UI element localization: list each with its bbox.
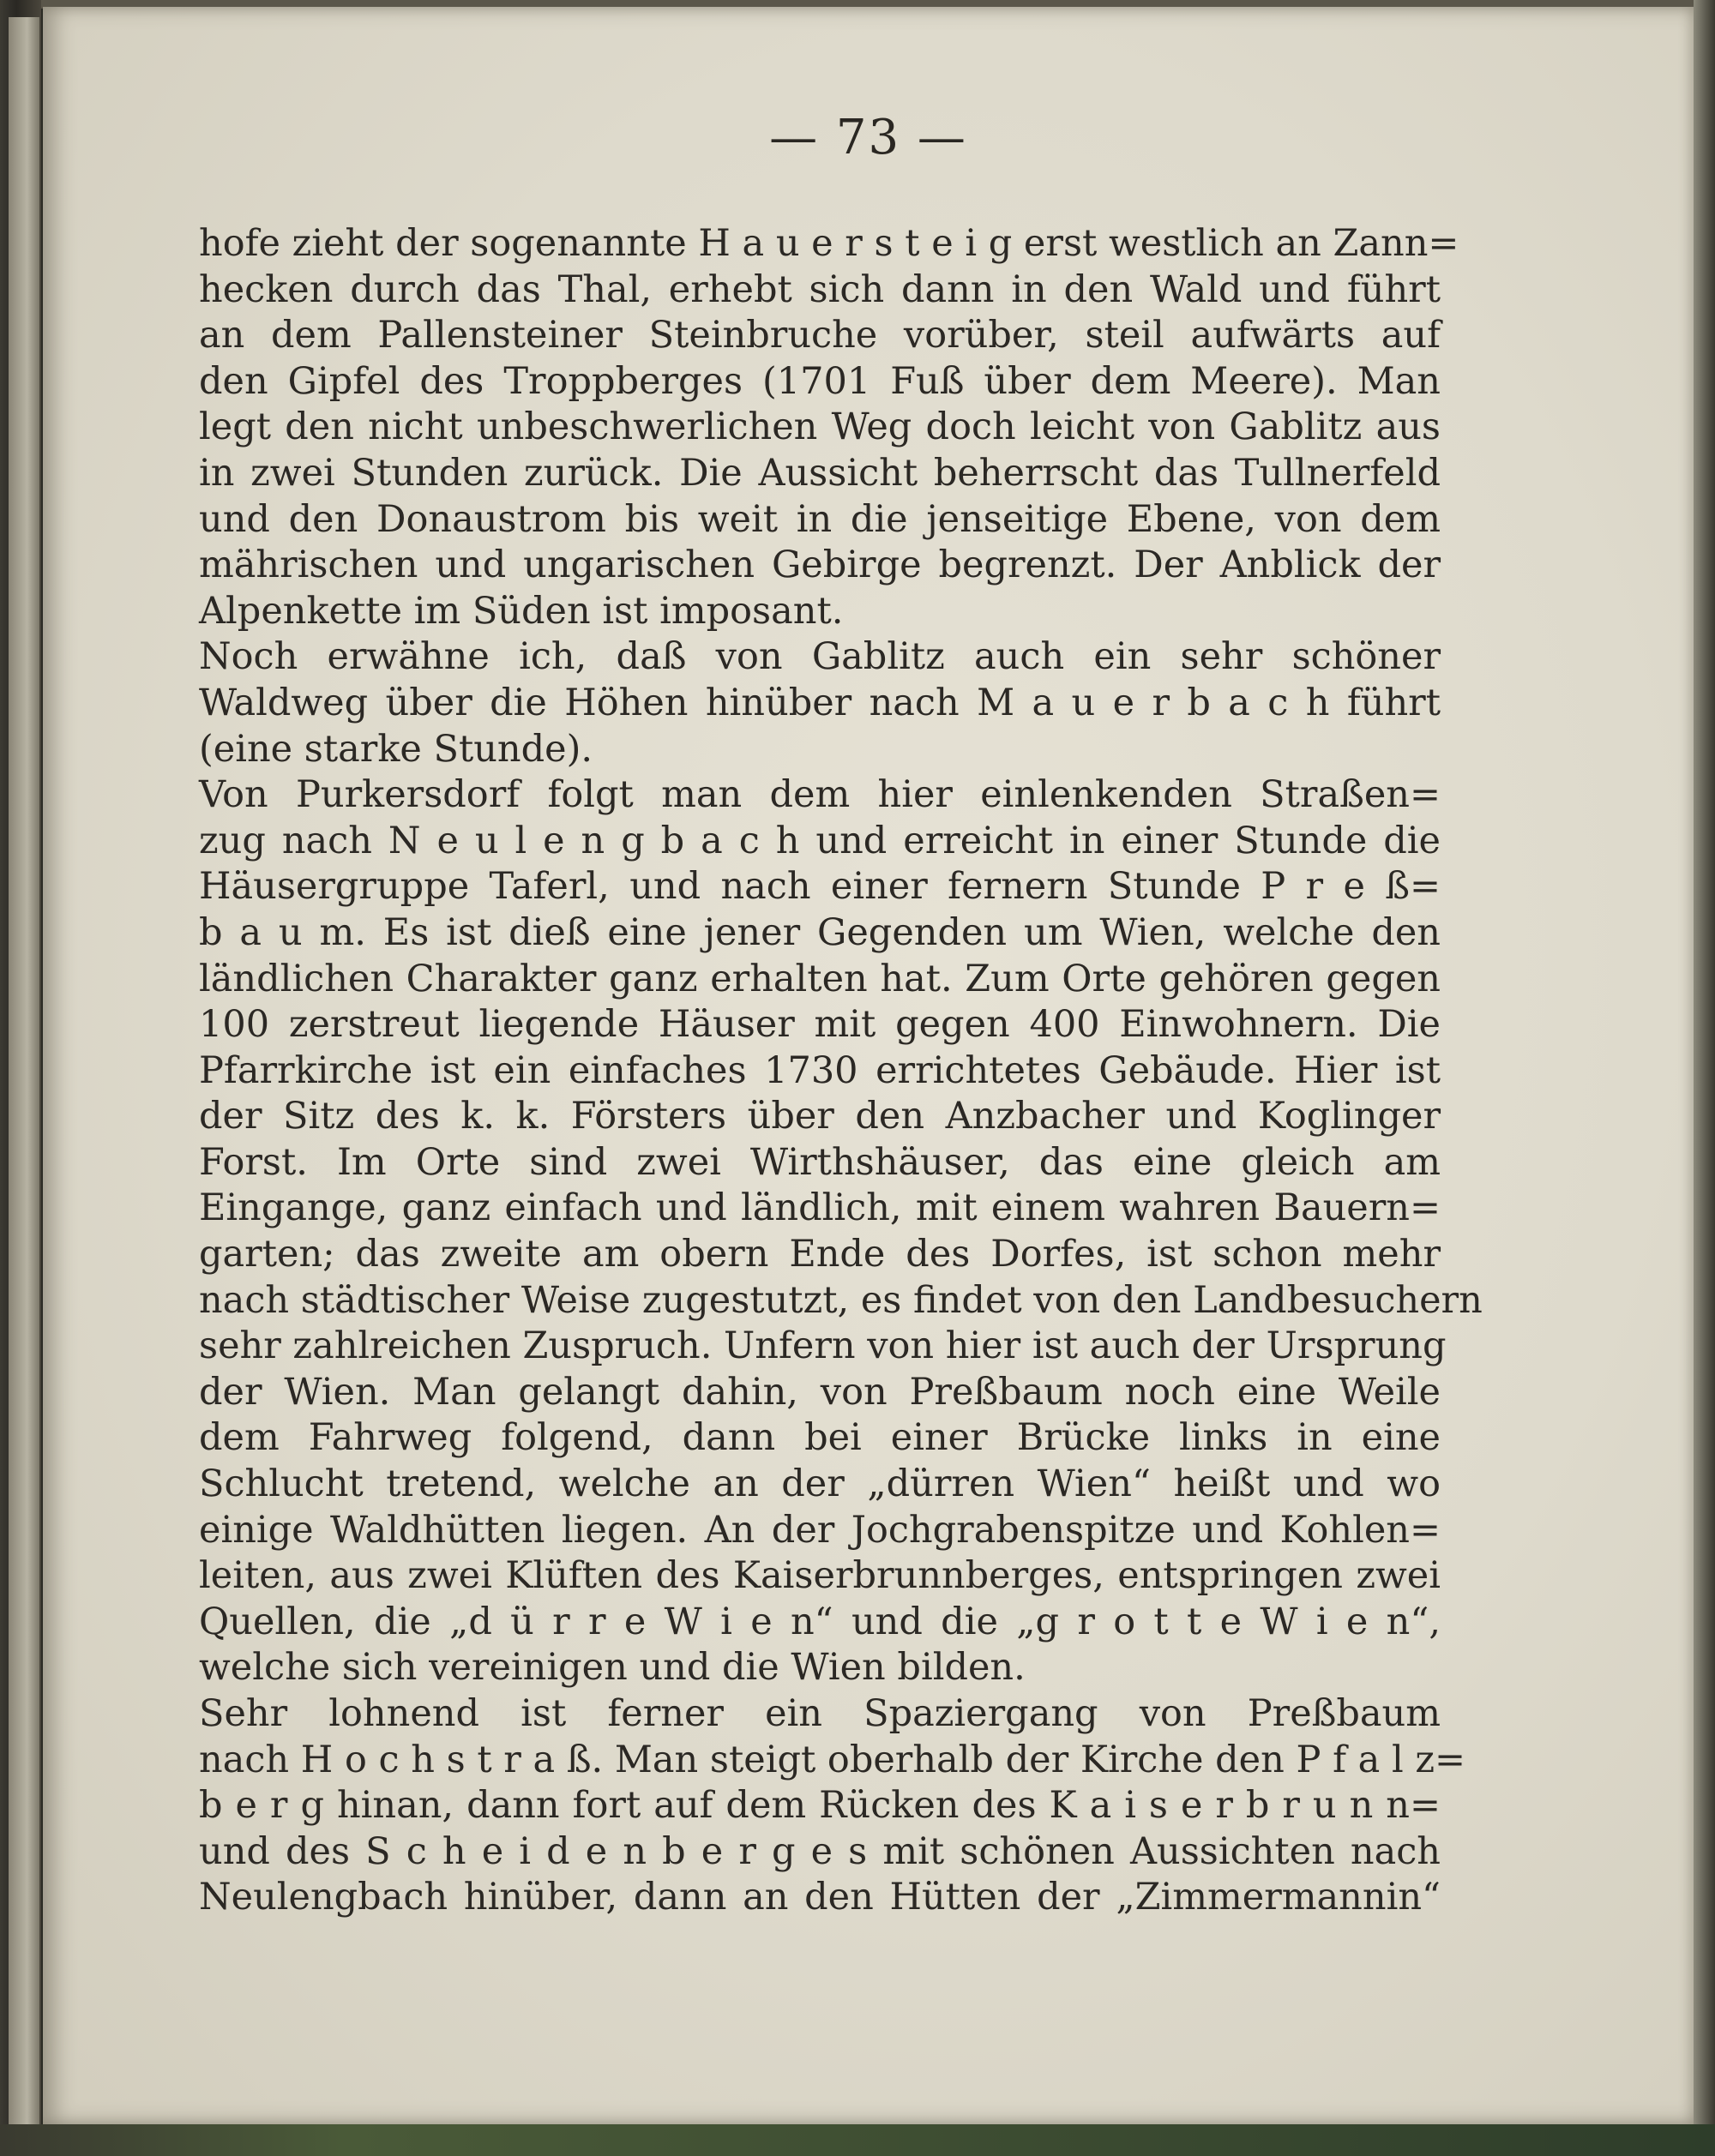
- text-line: (eine starke Stunde).: [199, 727, 593, 771]
- text-line: sehr zahlreichen Zuspruch. Unfern von hier ist auch der Ursprung: [199, 1324, 1447, 1368]
- text-line: Pfarrkirche ist ein einfaches 1730 errichtetes Gebäude. Hier ist: [199, 1048, 1441, 1092]
- page-number: — 73 —: [769, 110, 967, 165]
- text-line: garten; das zweite am obern Ende des Dorfes, ist schon mehr: [199, 1233, 1441, 1276]
- text-line: der Wien. Man gelangt dahin, von Preßbaum noch eine Weile: [199, 1370, 1441, 1414]
- text-line: Sehr lohnend ist ferner ein Spaziergang von Preßbaum: [199, 1692, 1441, 1735]
- text-line: einige Waldhütten liegen. An der Jochgrabenspitze und Kohlen=: [199, 1508, 1441, 1552]
- text-line: nach städtischer Weise zugestutzt, es findet von den Landbesuchern: [199, 1278, 1483, 1322]
- text-line: Alpenkette im Süden ist imposant.: [199, 589, 844, 633]
- text-line: Waldweg über die Höhen hinüber nach M a u e r b a c h führt: [199, 681, 1441, 724]
- text-line: Forst. Im Orte sind zwei Wirthshäuser, das eine gleich am: [199, 1140, 1441, 1184]
- text-line: ländlichen Charakter ganz erhalten hat. Zum Orte gehören gegen: [199, 957, 1441, 1000]
- text-line: in zwei Stunden zurück. Die Aussicht beherrscht das Tullnerfeld: [199, 451, 1441, 495]
- text-line: hofe zieht der sogenannte H a u e r s t e i g erst westlich an Zann=: [199, 222, 1459, 265]
- text-line: den Gipfel des Troppberges (1701 Fuß über dem Meere). Man: [199, 359, 1441, 403]
- text-line: Noch erwähne ich, daß von Gablitz auch ein sehr schöner: [199, 635, 1441, 679]
- previous-page-sliver: [9, 17, 39, 2135]
- text-line: Neulengbach hinüber, dann an den Hütten der „Zimmermannin“: [199, 1876, 1441, 1919]
- text-line: dem Fahrweg folgend, dann bei einer Brücke links in eine: [199, 1416, 1441, 1460]
- text-line: Quellen, die „d ü r r e W i e n“ und die „g r o t t e W i e n“,: [199, 1600, 1441, 1643]
- text-line: hecken durch das Thal, erhebt sich dann in den Wald und führt: [199, 267, 1441, 311]
- text-line: Schlucht tretend, welche an der „dürren Wien“ heißt und wo: [199, 1462, 1441, 1506]
- text-line: 100 zerstreut liegende Häuser mit gegen 400 Einwohnern. Die: [199, 1003, 1441, 1047]
- text-line: Von Purkersdorf folgt man dem hier einlenkenden Straßen=: [199, 773, 1441, 817]
- text-line: mährischen und ungarischen Gebirge begrenzt. Der Anblick der: [199, 544, 1441, 587]
- text-line: legt den nicht unbeschwerlichen Weg doch leicht von Gablitz aus: [199, 405, 1441, 449]
- text-line: Eingange, ganz einfach und ländlich, mit einem wahren Bauern=: [199, 1186, 1441, 1230]
- text-line: und den Donaustrom bis weit in die jenseitige Ebene, von dem: [199, 497, 1441, 541]
- text-line: welche sich vereinigen und die Wien bilden.: [199, 1646, 1026, 1690]
- text-line: b a u m. Es ist dieß eine jener Gegenden um Wien, welche den: [199, 910, 1441, 954]
- text-line: und des S c h e i d e n b e r g e s mit schönen Aussichten nach: [199, 1829, 1441, 1873]
- text-line: b e r g hinan, dann fort auf dem Rücken des K a i s e r b r u n n=: [199, 1784, 1441, 1828]
- right-book-edge: [1694, 0, 1715, 2156]
- bottom-book-cover: [0, 2124, 1715, 2156]
- text-line: der Sitz des k. k. Försters über den Anzbacher und Koglinger: [199, 1095, 1441, 1138]
- body-text: [199, 221, 1483, 1921]
- text-line: Häusergruppe Taferl, und nach einer fernern Stunde P r e ß=: [199, 865, 1441, 909]
- text-line: zug nach N e u l e n g b a c h und erreicht in einer Stunde die: [199, 819, 1441, 862]
- text-line: an dem Pallensteiner Steinbruche vorüber, steil aufwärts auf: [199, 314, 1441, 357]
- text-line: nach H o c h s t r a ß. Man steigt oberhalb der Kirche den P f a l z=: [199, 1738, 1466, 1781]
- text-line: leiten, aus zwei Klüften des Kaiserbrunnberges, entspringen zwei: [199, 1554, 1441, 1598]
